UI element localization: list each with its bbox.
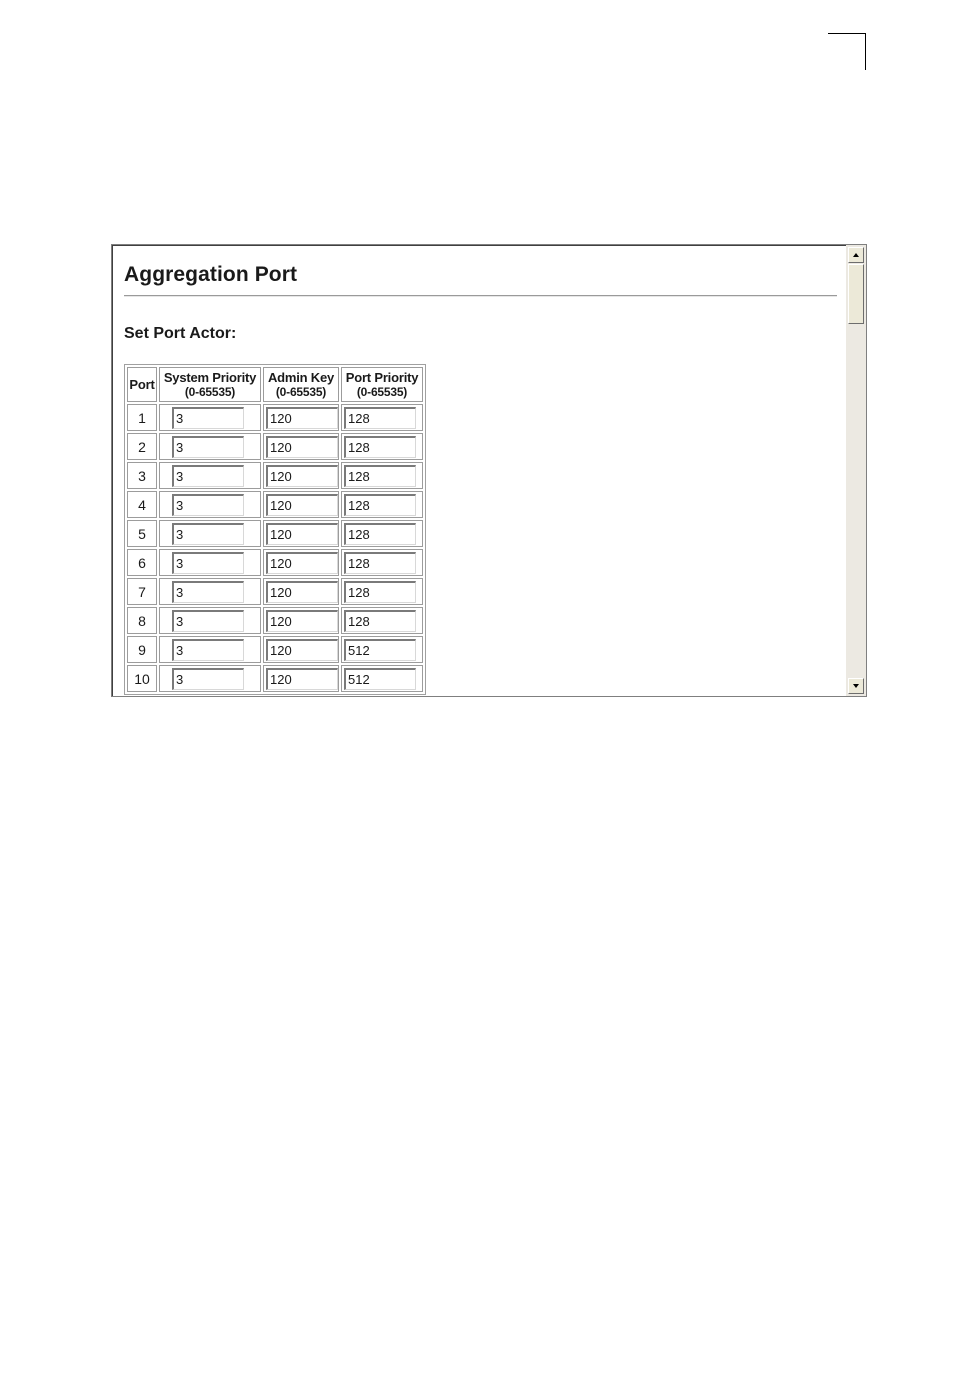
table-row (127, 607, 423, 634)
scroll-down-arrow-icon (853, 684, 859, 688)
port-number: 7 (127, 578, 157, 605)
table-row (127, 578, 423, 605)
system-priority-input[interactable] (172, 552, 244, 574)
port-priority-input[interactable] (344, 639, 416, 661)
port-number: 6 (127, 549, 157, 576)
header-port-priority-label: Port Priority (345, 369, 419, 385)
system-priority-input[interactable] (172, 494, 244, 516)
system-priority-input[interactable] (172, 639, 244, 661)
table-row (127, 549, 423, 576)
table-row (127, 636, 423, 663)
system-priority-input[interactable] (172, 436, 244, 458)
admin-key-input[interactable] (266, 668, 338, 690)
admin-key-input[interactable] (266, 494, 338, 516)
port-priority-input[interactable] (344, 668, 416, 690)
table-row (127, 665, 423, 692)
vertical-scrollbar[interactable] (846, 245, 866, 696)
port-priority-input[interactable] (344, 436, 416, 458)
system-priority-input[interactable] (172, 668, 244, 690)
admin-key-input[interactable] (266, 552, 338, 574)
table-row (127, 404, 423, 431)
port-number: 8 (127, 607, 157, 634)
port-number: 4 (127, 491, 157, 518)
system-priority-input[interactable] (172, 610, 244, 632)
table-row (127, 491, 423, 518)
port-priority-input[interactable] (344, 610, 416, 632)
admin-key-input[interactable] (266, 581, 338, 603)
port-priority-input[interactable] (344, 494, 416, 516)
port-priority-input[interactable] (344, 581, 416, 603)
port-number: 2 (127, 433, 157, 460)
port-number: 3 (127, 462, 157, 489)
scroll-down-button[interactable] (848, 678, 864, 694)
scroll-up-button[interactable] (848, 247, 864, 263)
header-admin-key (263, 367, 339, 402)
header-port-label: Port (129, 377, 155, 392)
port-number: 1 (127, 404, 157, 431)
port-actor-table (124, 364, 426, 695)
page-content (112, 245, 846, 696)
page-title: Aggregation Port (124, 263, 298, 286)
browser-window (111, 244, 867, 697)
header-admin-key-label: Admin Key (267, 369, 335, 385)
port-priority-input[interactable] (344, 465, 416, 487)
system-priority-input[interactable] (172, 407, 244, 429)
header-system-priority-label: System Priority (163, 369, 257, 385)
header-port-priority-range: (0-65535) (356, 384, 408, 399)
header-port-priority (341, 367, 423, 402)
admin-key-input[interactable] (266, 523, 338, 545)
table-header-row (127, 367, 423, 402)
admin-key-input[interactable] (266, 639, 338, 661)
admin-key-input[interactable] (266, 610, 338, 632)
table-row (127, 462, 423, 489)
table-row (127, 520, 423, 547)
title-divider (124, 295, 837, 297)
scrollbar-thumb[interactable] (848, 264, 864, 324)
port-priority-input[interactable] (344, 552, 416, 574)
header-port (127, 367, 157, 402)
page-corner-mark (828, 33, 866, 70)
admin-key-input[interactable] (266, 436, 338, 458)
port-priority-input[interactable] (344, 407, 416, 429)
port-number: 10 (127, 665, 157, 692)
port-number: 5 (127, 520, 157, 547)
system-priority-input[interactable] (172, 523, 244, 545)
admin-key-input[interactable] (266, 407, 338, 429)
section-label: Set Port Actor: (124, 325, 237, 342)
scroll-up-arrow-icon (853, 253, 859, 257)
table-row (127, 433, 423, 460)
port-number: 9 (127, 636, 157, 663)
admin-key-input[interactable] (266, 465, 338, 487)
port-priority-input[interactable] (344, 523, 416, 545)
header-admin-key-range: (0-65535) (275, 384, 327, 399)
system-priority-input[interactable] (172, 465, 244, 487)
header-system-priority (159, 367, 261, 402)
system-priority-input[interactable] (172, 581, 244, 603)
header-system-priority-range: (0-65535) (184, 384, 236, 399)
